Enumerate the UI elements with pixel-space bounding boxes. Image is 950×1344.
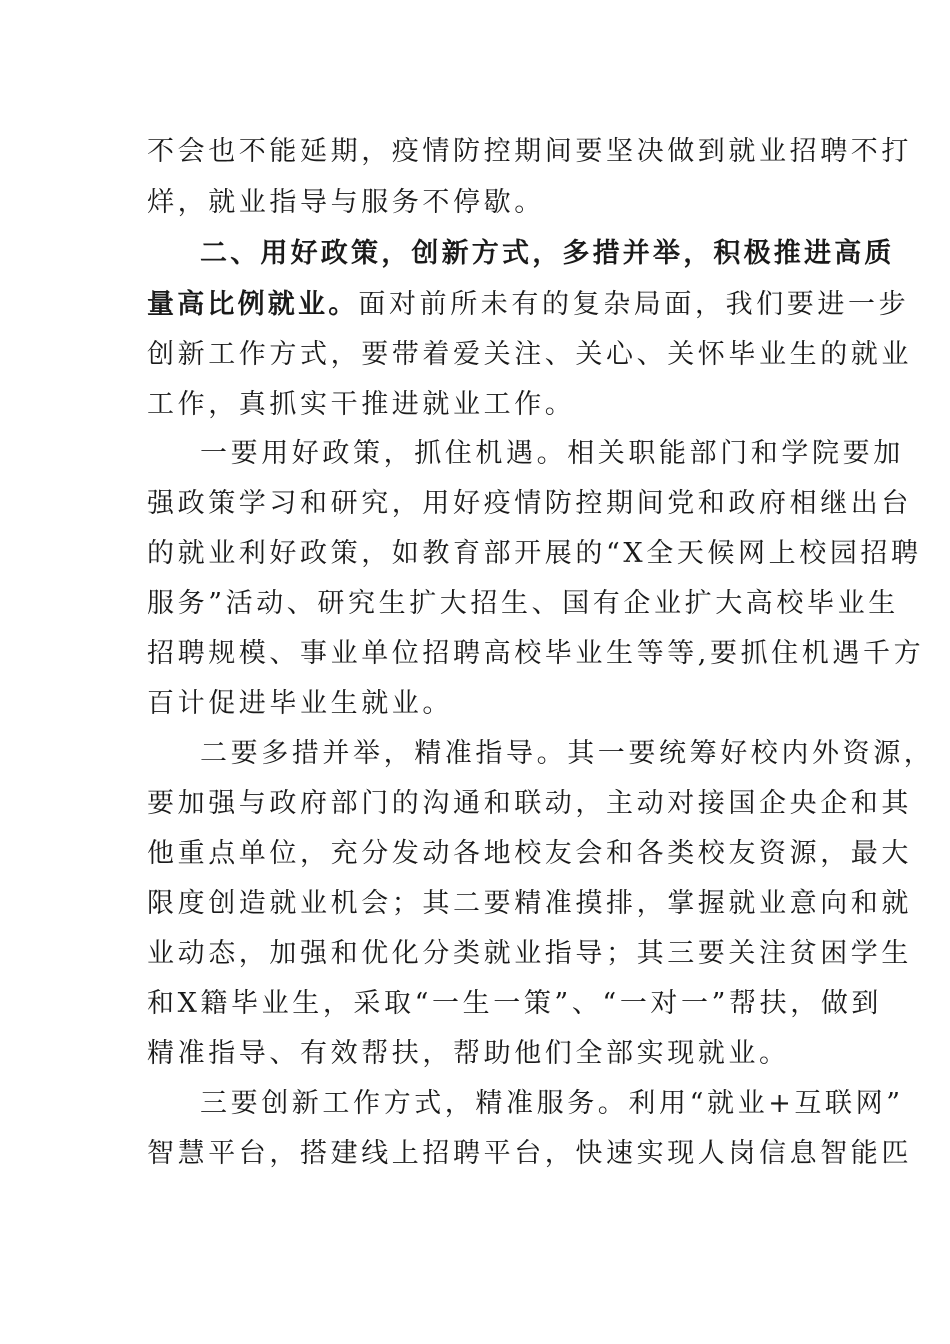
text-line <box>147 389 575 421</box>
line-text: 业动态，加强和优化分类就业指导；其三要关注贫困学生 <box>147 938 912 969</box>
line-text: 三要创新工作方式，精准服务。利用“就业+互联网” <box>200 1088 904 1119</box>
text-line <box>147 136 912 168</box>
line-text: 他重点单位，充分发动各地校友会和各类校友资源，最大 <box>147 838 912 869</box>
text-line <box>147 187 545 219</box>
line-text: 要加强与政府部门的沟通和联动，主动对接国企央企和其 <box>147 788 912 819</box>
text-line <box>147 938 912 970</box>
line-text: 限度创造就业机会；其二要精准摸排，掌握就业意向和就 <box>147 888 912 919</box>
line-text: 百计促进毕业生就业。 <box>147 688 453 719</box>
text-line <box>200 738 934 770</box>
section-heading-text: 量高比例就业。 <box>147 289 359 320</box>
line-text: 强政策学习和研究，用好疫情防控期间党和政府相继出台 <box>147 488 912 519</box>
text-line <box>147 888 912 920</box>
line-text: 工作，真抓实干推进就业工作。 <box>147 389 576 420</box>
section-heading-text: 二、用好政策，创新方式，多措并举，积极推进高质 <box>200 238 895 269</box>
line-text: 一要用好政策，抓住机遇。相关职能部门和学院要加 <box>200 438 904 469</box>
text-line <box>147 638 924 670</box>
line-text: 和X籍毕业生，采取“一生一策”、“一对一”帮扶，做到 <box>147 988 883 1019</box>
line-text: 服务”活动、研究生扩大招生、国有企业扩大高校毕业生 <box>147 588 899 619</box>
text-line <box>147 838 912 870</box>
section-heading-line <box>200 238 895 270</box>
text-line <box>147 588 899 620</box>
line-text: 招聘规模、事业单位招聘高校毕业生等等,要抓住机遇千方 <box>147 638 925 669</box>
text-line <box>147 988 882 1020</box>
text-line <box>147 289 909 321</box>
text-line <box>147 538 922 570</box>
text-line <box>200 438 904 470</box>
text-line <box>147 788 912 820</box>
text-line <box>147 1038 790 1070</box>
line-text: 的就业利好政策，如教育部开展的“X全天候网上校园招聘 <box>147 538 922 569</box>
line-text: 二要多措并举，精准指导。其一要统筹好校内外资源， <box>200 738 935 769</box>
line-text: 不会也不能延期，疫情防控期间要坚决做到就业招聘不打 <box>147 136 912 167</box>
text-line <box>147 688 453 720</box>
line-text: 精准指导、有效帮扶，帮助他们全部实现就业。 <box>147 1038 790 1069</box>
line-text: 烊，就业指导与服务不停歇。 <box>147 187 545 218</box>
text-line <box>147 339 912 371</box>
text-line <box>147 1138 912 1170</box>
line-text: 智慧平台，搭建线上招聘平台，快速实现人岗信息智能匹 <box>147 1138 912 1169</box>
text-line <box>200 1088 904 1120</box>
line-text: 面对前所未有的复杂局面，我们要进一步 <box>358 289 910 320</box>
line-text: 创新工作方式，要带着爱关注、关心、关怀毕业生的就业 <box>147 339 912 370</box>
text-line <box>147 488 912 520</box>
